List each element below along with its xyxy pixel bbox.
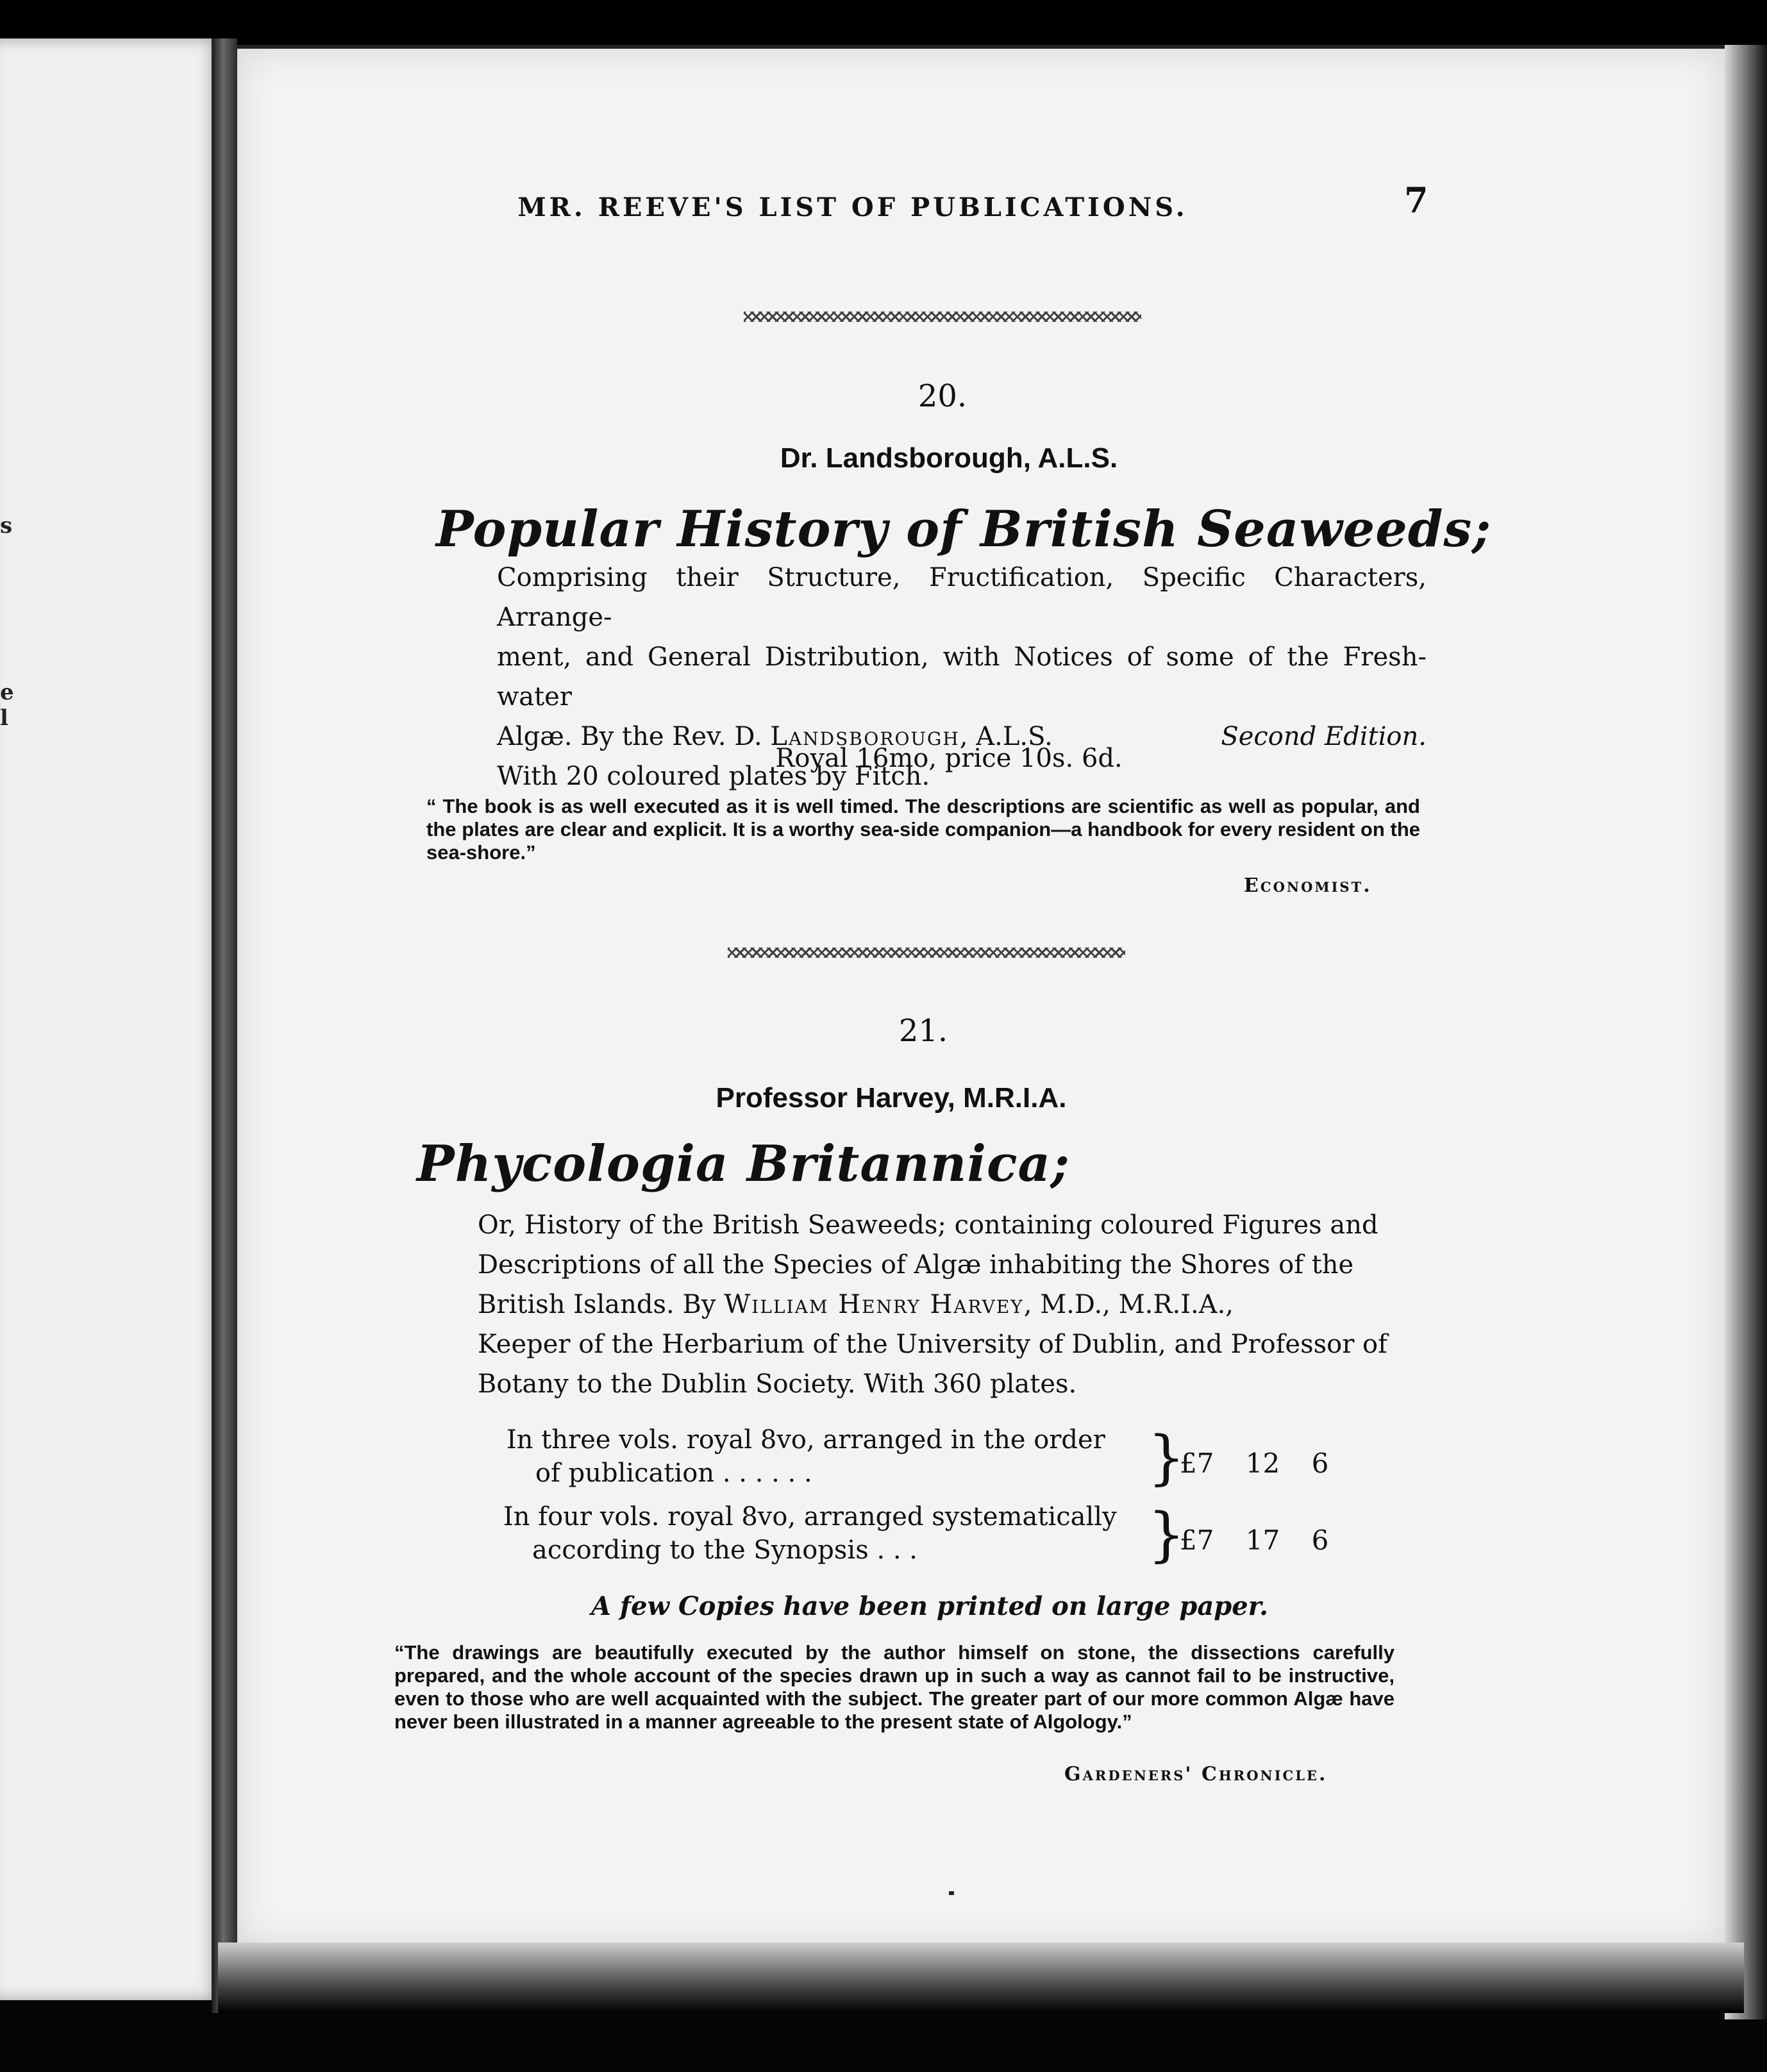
edition-option [503,1500,1117,1567]
edition-price: £7 12 6 [1180,1448,1329,1479]
edition-line: In four vols. royal 8vo, arranged systematically [503,1502,1117,1532]
left-page-fragment: e [0,680,14,705]
running-title: MR. REEVE'S LIST OF PUBLICATIONS. [517,192,1188,222]
ornamental-rule [728,948,1125,958]
scan-border-top [0,0,1767,45]
review-source: Gardeners' Chronicle. [1064,1763,1328,1785]
left-page-edge [0,38,224,2000]
description-line: Or, History of the British Seaweeds; containing coloured Figures and [478,1210,1378,1240]
left-page-fragment: l [0,705,8,731]
large-paper-note: A few Copies have been printed on large paper. [590,1591,1269,1621]
edition-line: of publication . . . . . . [535,1458,812,1488]
entry-title: Popular History of British Seaweeds; [436,500,1492,558]
entry-number: 20. [917,378,967,414]
page-bottom-shadow [218,1942,1744,2013]
description-text: British Islands. By [478,1290,716,1319]
page-stack-edge [1725,45,1767,2019]
description-line: Descriptions of all the Species of Algæ inhabiting the Shores of the [478,1250,1354,1280]
author-name-small-caps: William Henry Harvey [724,1290,1024,1319]
entry-title: Phycologia Britannica; [417,1135,1070,1193]
page-number: 7 [1404,180,1428,221]
description-line: Botany to the Dublin Society. With 360 plates. [478,1369,1077,1399]
edition-option [507,1423,1105,1490]
entry-description [478,1205,1407,1404]
brace-glyph: } [1148,1423,1185,1492]
review-quote: “The drawings are beautifully executed by the author himself on stone, the dissections carefully prepared, and the whole account of the species drawn up in such a way as cannot fail to be instructive, even to those who are well acquainted with the subject. The greater part of our more common Algæ have never been illustrated in a manner agreeable to the present state of Algology.” [394,1641,1394,1733]
description-line: Keeper of the Herbarium of the University of Dublin, and Professor of [478,1330,1387,1359]
edition-note: Second Edition. [1221,722,1427,751]
edition-line: according to the Synopsis . . . [532,1535,918,1565]
price-line: Royal 16mo, price 10s. 6d. [775,744,1123,773]
entry-number: 21. [898,1013,948,1049]
edition-price: £7 17 6 [1180,1525,1329,1556]
left-page-fragment: s [0,513,13,539]
brace-glyph: } [1148,1500,1185,1569]
entry-author: Professor Harvey, M.R.I.A. [716,1082,1067,1114]
ornamental-rule [744,312,1141,322]
description-line: Comprising their Structure, Fructification, Specific Characters, Arrange- [497,563,1427,632]
description-text: , A.L.S. [959,722,1053,751]
book-binding-gutter [212,38,237,2013]
printer-mark [949,1891,954,1895]
edition-line: In three vols. royal 8vo, arranged in the order [507,1425,1105,1455]
review-source: Economist. [1244,874,1372,897]
description-text: , M.D., M.R.I.A., [1023,1290,1234,1319]
description-line [478,1285,1407,1324]
description-line: With 20 coloured plates by Fitch. [497,762,930,791]
review-quote: “ The book is as well executed as it is well timed. The descriptions are scientific as well as popular, and the plates are clear and explicit. It is a worthy sea-side companion—a handbook for every resident on the sea-shore.” [426,795,1420,864]
entry-author: Dr. Landsborough, A.L.S. [780,442,1118,474]
description-line: ment, and General Distribution, with Notices of some of the Fresh-water [497,642,1427,712]
description-text: Algæ. By the Rev. D. [497,722,762,751]
author-name-small-caps: Landsborough [770,722,960,751]
